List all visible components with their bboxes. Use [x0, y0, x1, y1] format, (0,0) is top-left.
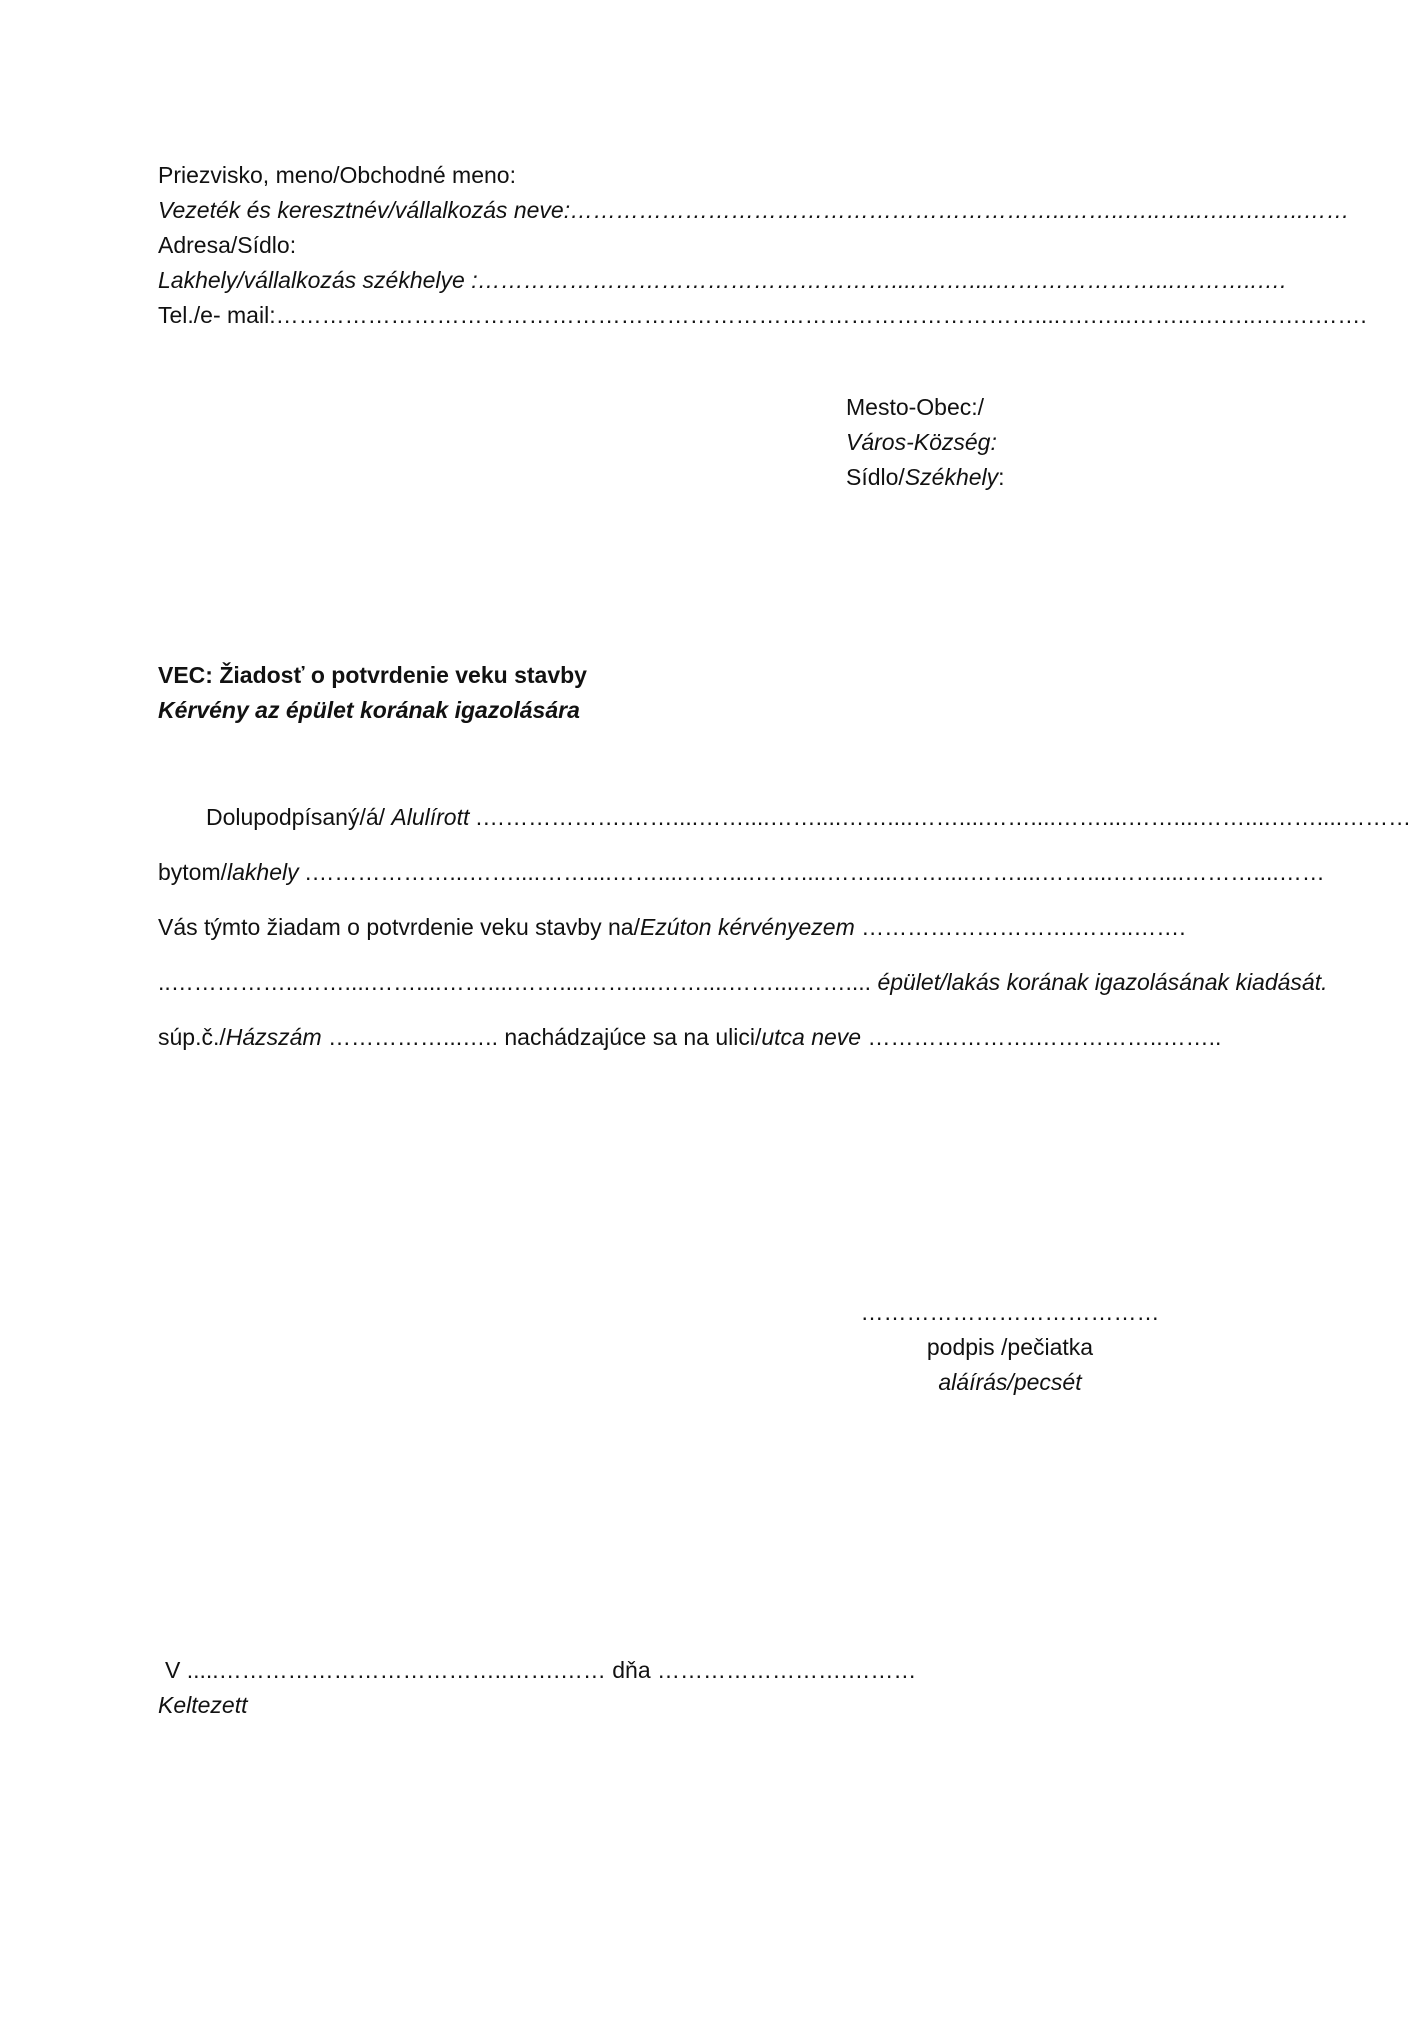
request-text: Vás týmto žiadam o potvrdenie veku stavby na/ [158, 914, 640, 940]
place-prefix: V [165, 1657, 181, 1683]
continuation-dots[interactable]: ..……………..……....……....……....……....……....……....……....…….... [158, 969, 878, 995]
place-dots[interactable]: .....………………………………..…….…… [180, 1657, 613, 1683]
request-continuation[interactable] [158, 965, 1328, 1000]
recipient-seat-colon: : [998, 464, 1005, 490]
undersigned-field[interactable] [206, 800, 1411, 835]
request-text-hu: Ezúton kérvényezem [639, 914, 855, 940]
house-number-label-hu: Házszám [225, 1024, 322, 1050]
continuation-text-hu: épület/lakás korának igazolásának kiadását. [877, 969, 1328, 995]
residence-label-hu: lakhely [227, 859, 299, 885]
sender-address-field[interactable]: Lakhely/vállalkozás székhelye :………………………………………………....….…....…………………...………..…. [158, 267, 1287, 293]
street-label: nachádzajúce sa na ulici/ [504, 1024, 762, 1050]
sender-address-label: Adresa/Sídlo: [158, 232, 297, 258]
dated-label-hu: Keltezett [158, 1692, 248, 1718]
undersigned-label-hu: Alulírott [391, 804, 470, 830]
signature-label-hu: aláírás/pecsét [938, 1369, 1082, 1395]
recipient-city-label-hu: Város-Község: [846, 429, 997, 455]
day-label: dňa [612, 1657, 651, 1683]
street-label-hu: utca neve [761, 1024, 862, 1050]
sender-contact-field[interactable]: Tel./e- mail:………………………………………………………………………………………....….…...……..….…..….….……. [158, 302, 1367, 328]
signature-label: podpis /pečiatka [926, 1334, 1094, 1360]
sender-name-field[interactable]: Vezeték és keresztnév/vállalkozás neve:………………………………………………………..……..…..…...…..….…..…… [158, 197, 1350, 223]
recipient-seat-sk: Sídlo/ [846, 464, 905, 490]
subject-title-hu: Kérvény az épület korának igazolására [158, 697, 580, 723]
recipient-seat-label [846, 460, 1005, 495]
recipient-city-label: Mesto-Obec:/ [846, 394, 985, 420]
undersigned-label: Dolupodpísaný/á/ [206, 804, 392, 830]
date-place-line[interactable] [165, 1653, 916, 1688]
address-line[interactable] [158, 1020, 1221, 1055]
signature-field[interactable]: ………………………………… [860, 1299, 1160, 1325]
residence-label: bytom/ [158, 859, 228, 885]
request-line[interactable] [158, 910, 1186, 945]
house-number-dots[interactable]: ……………...….. [321, 1024, 505, 1050]
residence-field[interactable] [158, 855, 1325, 890]
subject-title: VEC: Žiadosť o potvrdenie veku stavby [158, 662, 587, 688]
street-dots[interactable]: ………………….……………..…….. [861, 1024, 1222, 1050]
recipient-seat-hu: Székhely [904, 464, 999, 490]
undersigned-dots[interactable]: .……………….……....……....……....……....……....……....……....……....……....……....……… [469, 804, 1412, 830]
sender-name-label: Priezvisko, meno/Obchodné meno: [158, 162, 516, 188]
day-dots[interactable]: …………………….……… [650, 1657, 917, 1683]
residence-dots[interactable]: .………………...……....……....……....……....……....……....……....……....……....……....………....…… [298, 859, 1325, 885]
request-dots[interactable]: ……………………….……..……. [854, 914, 1186, 940]
house-number-label: súp.č./ [158, 1024, 226, 1050]
